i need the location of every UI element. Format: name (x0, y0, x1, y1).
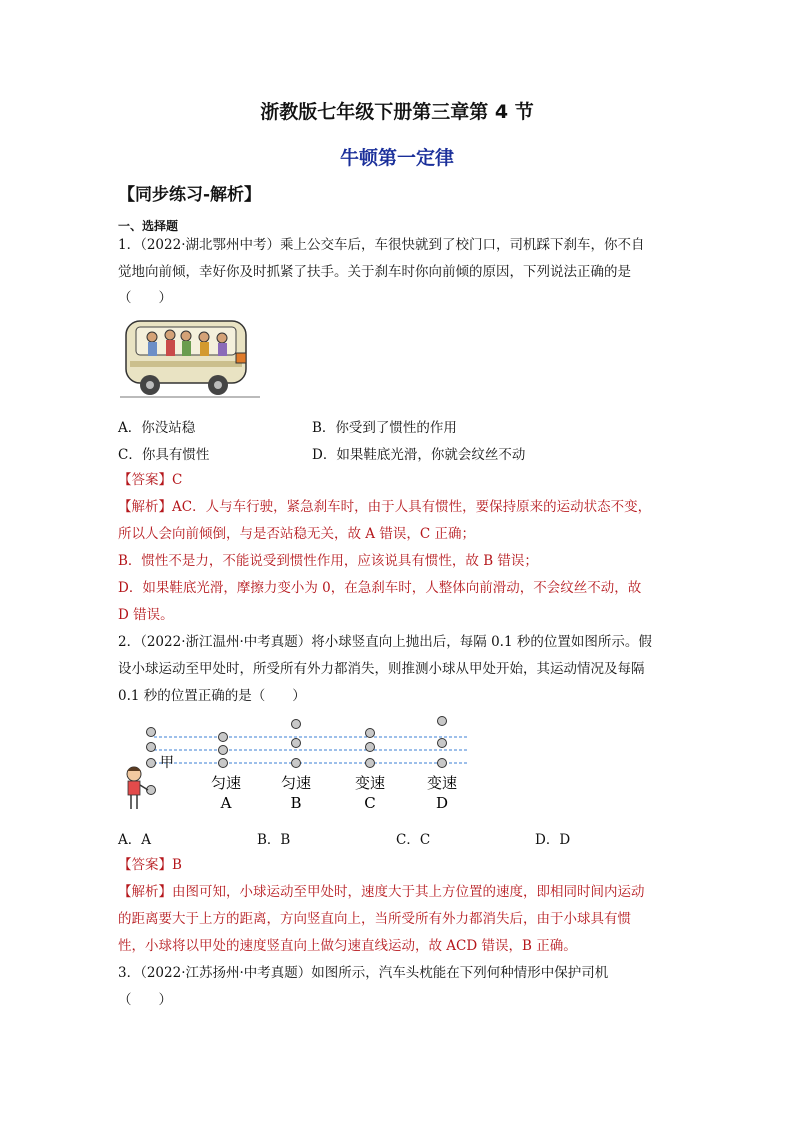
q2-stem-line1: 2．（2022·浙江温州·中考真题）将小球竖直向上抛出后，每隔 0.1 秒的位置如图所示。假 (118, 634, 652, 650)
q1-stem-line2: 觉地向前倾，幸好你及时抓紧了扶手。关于刹车时你向前倾的原因，下列说法正确的是 (118, 264, 631, 280)
page-title: 浙教版七年级下册第三章第 4 节 (260, 101, 534, 123)
q1-stem-line1: 1．（2022·湖北鄂州中考）乘上公交车后，车很快就到了校门口，司机踩下刹车，你不自 (118, 237, 645, 253)
ball (147, 743, 156, 752)
ball (219, 733, 228, 742)
q3-paren: （ ） (118, 992, 172, 1008)
ball (292, 759, 301, 768)
ball (292, 739, 301, 748)
ball (219, 746, 228, 755)
q2-analysis-line: 性，小球将以甲处的速度竖直向上做匀速直线运动，故 ACD 错误，B 正确。 (118, 938, 577, 954)
column-motion-label: 匀速 (280, 774, 312, 792)
ball (147, 728, 156, 737)
part-heading: 一、选择题 (118, 219, 179, 233)
q3-stem-line1: 3．（2022·江苏扬州·中考真题）如图所示，汽车头枕能在下列何种情形中保护司机 (118, 965, 609, 981)
q2-option-c: C．C (396, 832, 431, 848)
child-thrower-figure (127, 767, 148, 809)
section-heading: 【同步练习-解析】 (118, 185, 262, 205)
q1-analysis-line: B．惯性不是力，不能说受到惯性作用，应该说具有惯性，故 B 错误； (118, 553, 538, 569)
q1-option-a: A．你没站稳 (118, 420, 196, 436)
ball (366, 759, 375, 768)
column-motion-label: 变速 (426, 774, 458, 792)
column-motion-label: 变速 (354, 774, 386, 792)
bus-illustration (120, 313, 290, 401)
q1-analysis-line: 【解析】AC．人与车行驶，紧急刹车时，由于人具有惯性，要保持原来的运动状态不变， (118, 499, 652, 515)
q1-analysis-line: 所以人会向前倾倒，与是否站稳无关，故 A 错误，C 正确； (118, 526, 475, 542)
q2-option-d: D．D (535, 832, 571, 848)
q1-analysis-line: D 错误。 (118, 607, 174, 623)
ball (438, 717, 447, 726)
q2-analysis-line: 的距离要大于上方的距离，方向竖直向上，当所受所有外力都消失后，由于小球具有惯 (118, 911, 631, 927)
ball (438, 739, 447, 748)
q1-answer: 【答案】C (118, 472, 183, 488)
ball (438, 759, 447, 768)
q2-stem-line3: 0.1 秒的位置正确的是（ ） (118, 688, 306, 704)
q2-answer: 【答案】B (118, 857, 182, 873)
marker-jia: 甲 (160, 755, 174, 771)
column-letter-label: C (364, 794, 376, 812)
ball (147, 759, 156, 768)
q1-option-d: D．如果鞋底光滑，你就会纹丝不动 (312, 447, 526, 463)
column-letter-label: A (220, 794, 232, 812)
column-letter-label: D (435, 794, 449, 812)
q2-option-b: B．B (257, 832, 291, 848)
q2-option-a: A．A (118, 832, 151, 848)
ball (219, 759, 228, 768)
q2-analysis-line: 【解析】由图可知，小球运动至甲处时，速度大于其上方位置的速度，即相同时间内运动 (118, 884, 645, 900)
ball-position-figure (118, 713, 478, 818)
q2-stem-line2: 设小球运动至甲处时，所受所有外力都消失，则推测小球从甲处开始，其运动情况及每隔 (118, 661, 645, 677)
q1-paren: （ ） (118, 290, 172, 306)
page-subtitle: 牛顿第一定律 (339, 147, 454, 169)
ball (292, 720, 301, 729)
ball (366, 729, 375, 738)
column-motion-label: 匀速 (210, 774, 242, 792)
ball (366, 743, 375, 752)
q1-option-b: B．你受到了惯性的作用 (312, 420, 457, 436)
column-letter-label: B (290, 794, 302, 812)
q1-analysis-line: D．如果鞋底光滑，摩擦力变小为 0，在急刹车时，人整体向前滑动，不会纹丝不动，故 (118, 580, 642, 596)
q1-option-c: C．你具有惯性 (118, 447, 210, 463)
